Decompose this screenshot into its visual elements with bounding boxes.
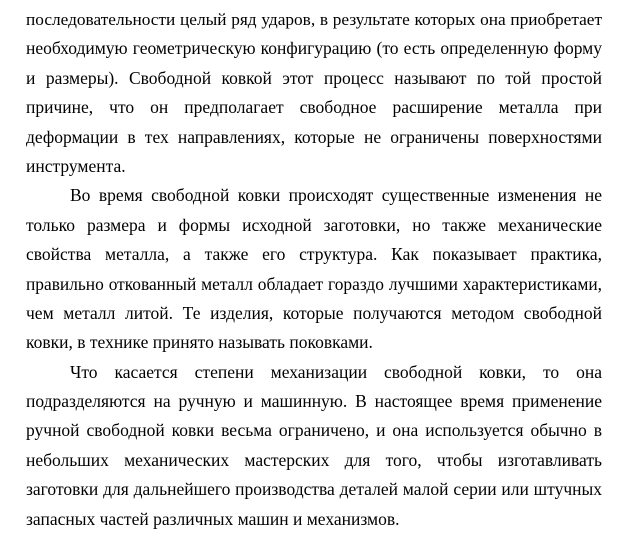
text-line: инструмента. (26, 155, 126, 176)
text-line: только размера и формы исходной заготовки, но также механические (26, 214, 602, 235)
text-line: чем металл литой. Те изделия, которые получаются методом свободной (26, 302, 602, 323)
text-line: ручной свободной ковки весьма ограничено, и она используется обычно в (26, 420, 602, 441)
paragraph-3 (26, 358, 602, 534)
text-line: запасных частей различных машин и механизмов. (26, 508, 400, 529)
text-line: ковки, в технике принято называть поковками. (26, 332, 373, 353)
paragraph-2 (26, 181, 602, 357)
text-line: небольших механических мастерских для того, чтобы изготавливать (26, 449, 602, 470)
text-line: Во время свободной ковки происходят существенные изменения не (70, 185, 602, 206)
text-line: свойства металла, а также его структура. Как показывает практика, (26, 244, 602, 265)
text-line: правильно откованный металл обладает гораздо лучшими характеристиками, (26, 274, 602, 294)
text-line: последовательности целый ряд ударов, в результате которых она приобретает (26, 10, 602, 29)
text-line: Что касается степени механизации свободной ковки, то она (70, 361, 602, 382)
text-line: деформации в тех направлениях, которые не ограничены поверхностями (26, 126, 602, 147)
text-line: и размеры). Свободной ковкой этот процесс называют по той простой (26, 67, 602, 88)
text-line: необходимую геометрическую конфигурацию (то есть определенную форму (26, 38, 602, 59)
paragraph-1 (26, 5, 602, 181)
text-line: заготовки для дальнейшего производства деталей малой серии или штучных (26, 479, 602, 500)
text-line: подразделяются на ручную и машинную. В настоящее время применение (26, 391, 602, 412)
text-line: причине, что он предполагает свободное расширение металла при (26, 97, 602, 118)
